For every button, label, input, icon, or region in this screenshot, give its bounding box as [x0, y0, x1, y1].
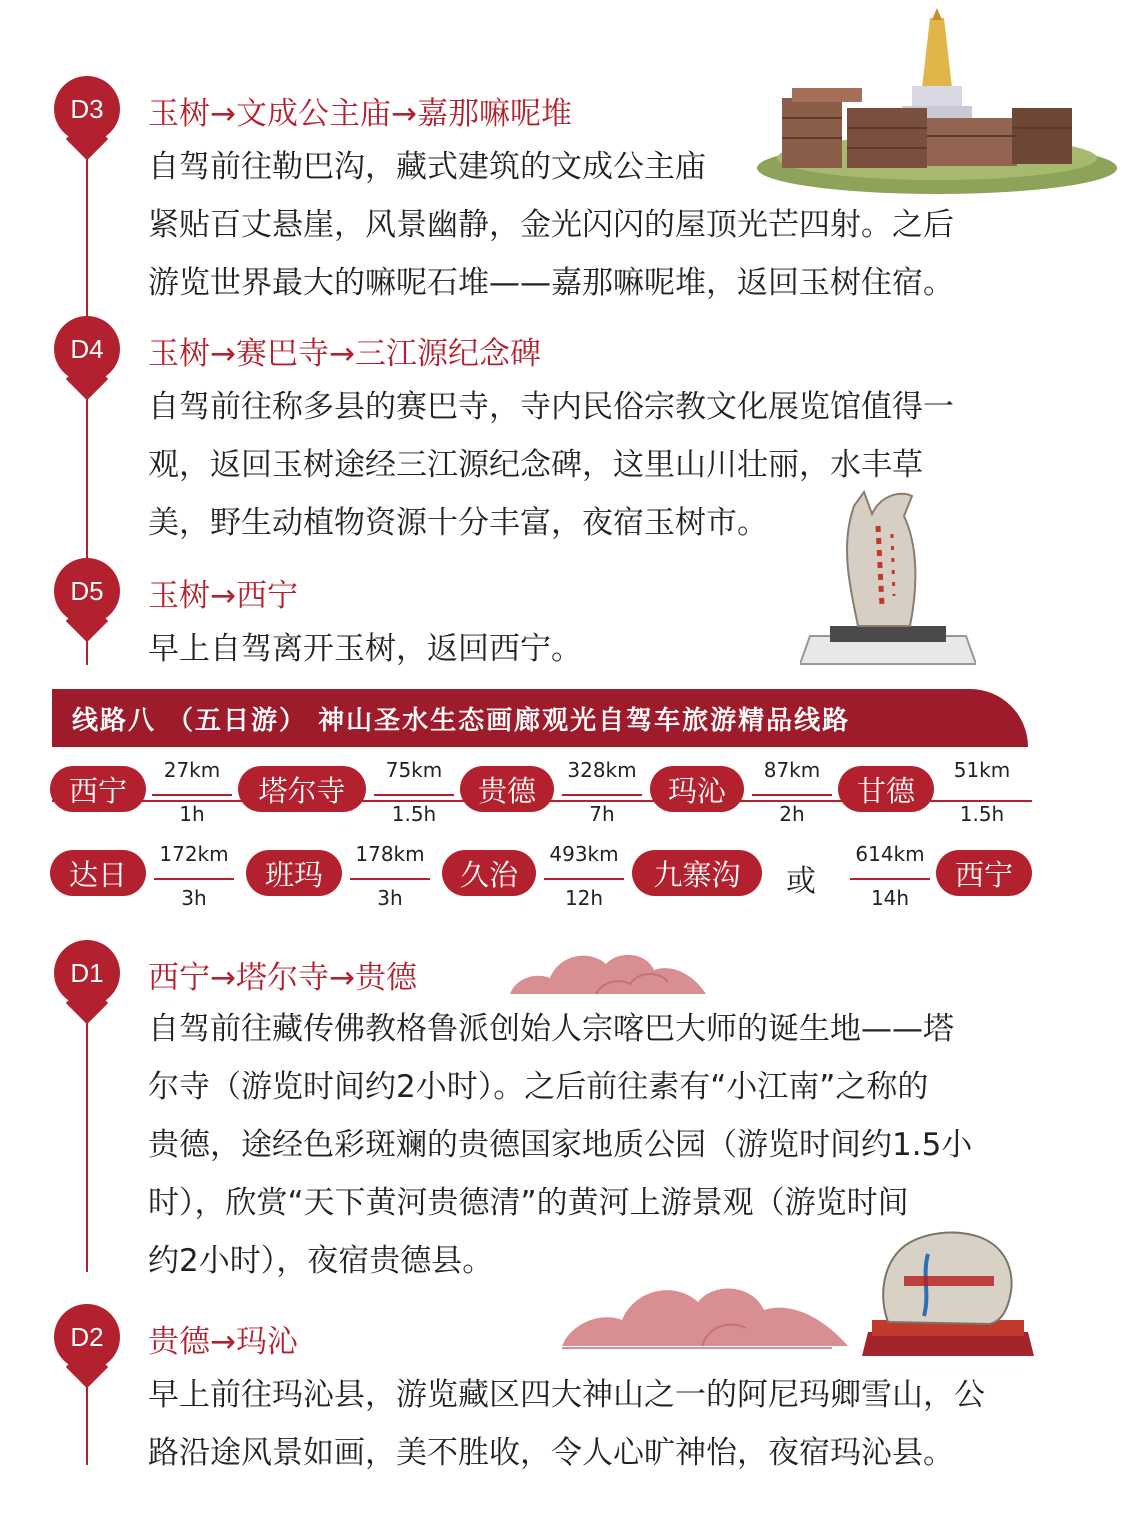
route-segment: 172km 3h [154, 842, 234, 918]
geopark-plaque-illustration [858, 1224, 1036, 1364]
route-segment: 87km 2h [752, 758, 832, 834]
day-title-d1: 西宁→塔尔寺→贵德 [148, 960, 417, 996]
route-segment: 614km 14h [850, 842, 930, 918]
route-stop: 班玛 [246, 850, 342, 896]
day-badge-d4: D4 [54, 316, 120, 400]
day-badge-d1: D1 [54, 940, 120, 1024]
route-stop: 贵德 [460, 766, 554, 812]
route-stop: 久治 [442, 850, 536, 896]
day-badge-d5: D5 [54, 558, 120, 642]
cloud-decoration [506, 938, 716, 998]
route-segment: 328km 7h [562, 758, 642, 834]
route-stop: 甘德 [838, 766, 934, 812]
route-stop: 九寨沟 [632, 850, 762, 896]
route-banner: 线路八 （五日游） 神山圣水生态画廊观光自驾车旅游精品线路 [52, 689, 1028, 747]
route-segment: 75km 1.5h [374, 758, 454, 834]
day-badge-d2: D2 [54, 1304, 120, 1388]
route-stop: 达日 [50, 850, 146, 896]
day-desc-d5: 早上自驾离开玉树，返回西宁。 [148, 631, 582, 667]
day-title-d4: 玉树→赛巴寺→三江源纪念碑 [148, 336, 541, 372]
route-segment: 51km 1.5h [953, 758, 1011, 826]
cloud-decoration [562, 1262, 852, 1352]
sanjiangyuan-monument-illustration [800, 486, 976, 676]
day-badge-d3: D3 [54, 76, 120, 160]
route-segment: 493km 12h [544, 842, 624, 918]
route-stop: 塔尔寺 [238, 766, 366, 812]
mani-stone-pile-illustration [752, 8, 1122, 198]
timeline-line [86, 1000, 88, 1272]
day-desc-d2: 早上前往玛沁县，游览藏区四大神山之一的阿尼玛卿雪山，公 路沿途风景如画，美不胜收，令人心旷神怡，夜宿玛沁县。 [148, 1377, 985, 1471]
route-stop: 西宁 [50, 766, 146, 812]
day-title-d5: 玉树→西宁 [148, 578, 298, 614]
day-desc-d3: 自驾前往勒巴沟，藏式建筑的文成公主庙 紧贴百丈悬崖，风景幽静，金光闪闪的屋顶光芒四射。之后 游览世界最大的嘛呢石堆——嘉那嘛呢堆，返回玉树住宿。 [148, 149, 954, 301]
route-segment: 178km 3h [350, 842, 430, 918]
day-desc-d1: 自驾前往藏传佛教格鲁派创始人宗喀巴大师的诞生地——塔 尔寺（游览时间约2小时）。之后前往素有“小江南”之称的 贵德，途经色彩斑斓的贵德国家地质公园（游览时间约1.5小 时），欣赏“天下黄河贵德清”的黄河上游景观（游览时间 约2小时），夜宿贵德县。 [148, 1011, 973, 1279]
route-stop: 西宁 [936, 850, 1032, 896]
route-segment: 27km 1h [152, 758, 232, 834]
day-title-d3: 玉树→文成公主庙→嘉那嘛呢堆 [148, 96, 572, 132]
day-desc-d4: 自驾前往称多县的赛巴寺，寺内民俗宗教文化展览馆值得一 观，返回玉树途经三江源纪念碑，这里山川壮丽，水丰草 美，野生动植物资源十分丰富，夜宿玉树市。 [148, 389, 954, 541]
or-label: 或 [786, 864, 816, 899]
route-stop: 玛沁 [650, 766, 744, 812]
day-title-d2: 贵德→玛沁 [148, 1324, 298, 1360]
